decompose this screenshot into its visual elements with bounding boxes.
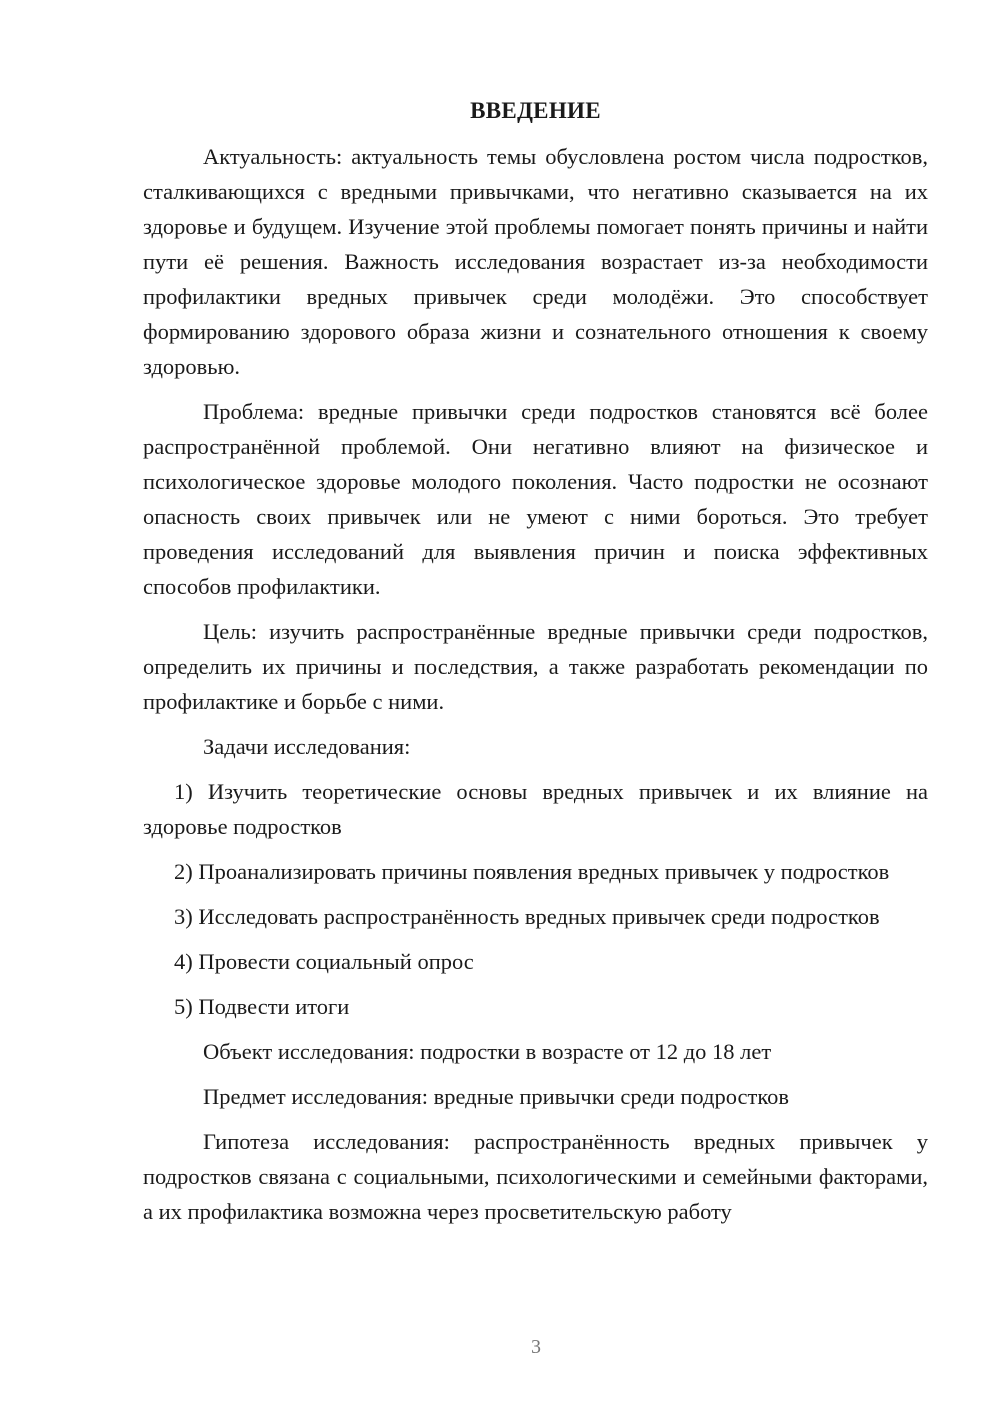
relevance-paragraph: Актуальность: актуальность темы обусловлена ростом числа подростков, сталкивающихся с вредными привычками, что негативно сказывается на их здоровье и будущем. Изучение этой проблемы помогает понять причины и найти пути её решения. Важность исследования возрастает из-за необходимости профилактики вредных привычек среди молодёжи. Это способствует формированию здорового образа жизни и сознательного отношения к своему здоровью. [143,144,928,379]
tasks-heading: Задачи исследования: [203,734,411,759]
task-item: 5) Подвести итоги [174,994,350,1019]
page-content [143,93,928,1239]
hypothesis-paragraph: Гипотеза исследования: распространённость вредных привычек у подростков связана с социальными, психологическими и семейными факторами, а их профилактика возможна через просветительскую работу [143,1129,928,1224]
task-item: 1) Изучить теоретические основы вредных привычек и их влияние на здоровье подростков [143,779,928,839]
task-item: 4) Провести социальный опрос [174,949,474,974]
problem-paragraph: Проблема: вредные привычки среди подростков становятся всё более распространённой проблемой. Они негативно влияют на физическое и психологическое здоровье молодого поколения. Часто подростки не осознают опасность своих привычек или не умеют с ними бороться. Это требует проведения исследований для выявления причин и поиска эффективных способов профилактики. [143,399,928,599]
research-object: Объект исследования: подростки в возрасте от 12 до 18 лет [203,1039,772,1064]
task-item: 3) Исследовать распространённость вредных привычек среди подростков [174,904,880,929]
research-subject: Предмет исследования: вредные привычки среди подростков [203,1084,790,1109]
page-number: 3 [531,1336,541,1358]
task-item: 2) Проанализировать причины появления вредных привычек у подростков [174,859,890,884]
page-title: ВВЕДЕНИЕ [470,98,601,123]
goal-paragraph: Цель: изучить распространённые вредные привычки среди подростков, определить их причины и последствия, а также разработать рекомендации по профилактике и борьбе с ними. [143,619,928,714]
